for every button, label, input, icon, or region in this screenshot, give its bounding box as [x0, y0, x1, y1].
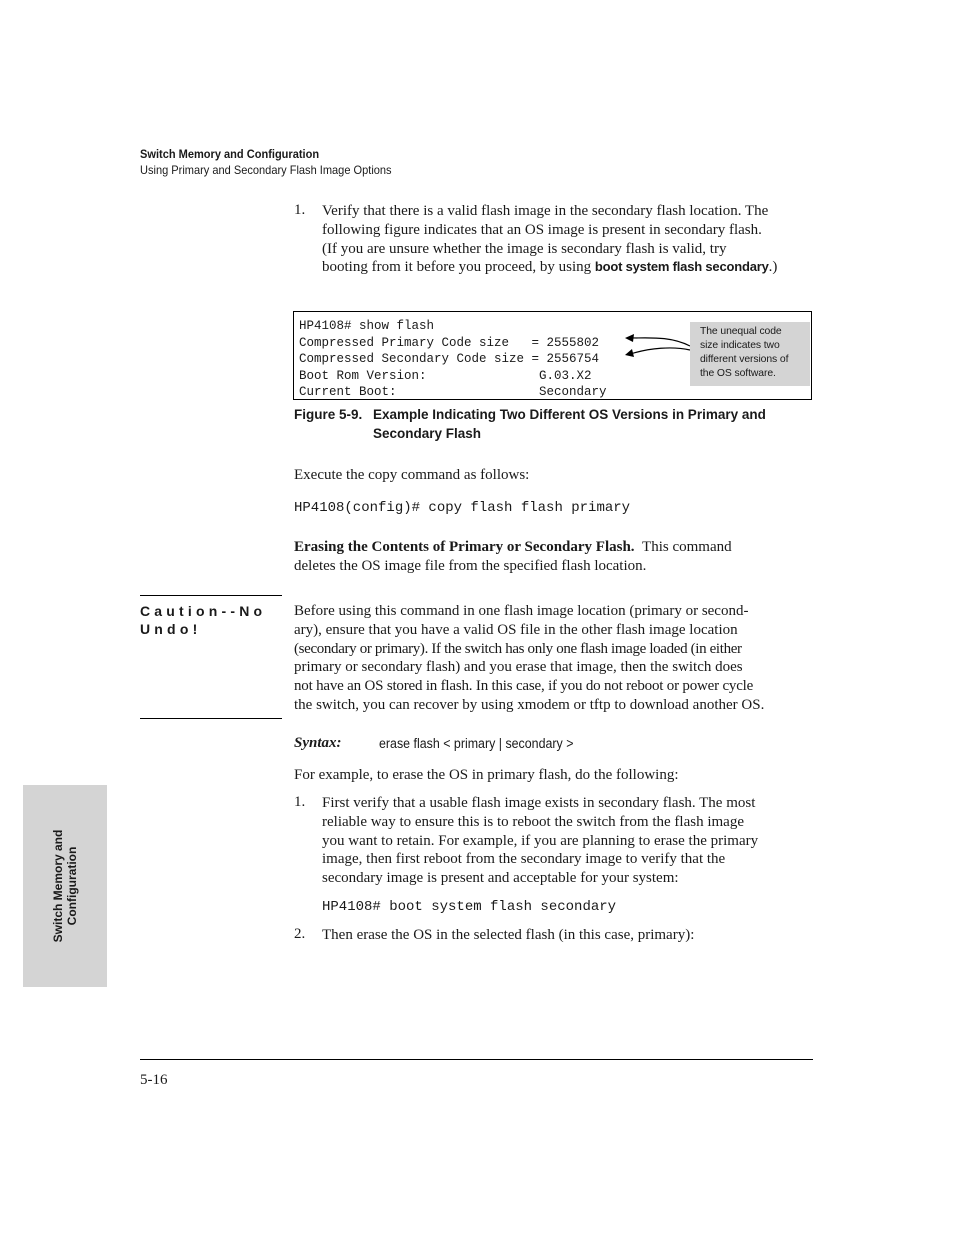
figure-callout: [690, 322, 810, 386]
example-intro: For example, to erase the OS in primary flash, do the following:: [294, 767, 679, 783]
example-step-1-line: reliable way to ensure this is to reboot the switch from the flash image: [322, 813, 744, 830]
side-tab-label: [51, 830, 79, 943]
terminal-line: Compressed Primary Code size = 2555802: [299, 335, 600, 350]
figure-caption-label: Figure 5-9.: [294, 407, 363, 422]
terminal-text: [299, 318, 607, 401]
erase-line: deletes the OS image file from the specified flash location.: [294, 557, 647, 574]
callout-line: size indicates two: [700, 340, 780, 351]
example-step-2-number: 2.: [294, 926, 306, 942]
caution-text: [294, 602, 819, 715]
caption-line: Secondary Flash: [373, 426, 482, 441]
callout-line: the OS software.: [700, 368, 776, 379]
footer-rule: [140, 1059, 813, 1060]
running-header-subtitle: Using Primary and Secondary Flash Image Options: [140, 163, 392, 177]
example-step-1-line: image, then first reboot from the secondary image to verify that the: [322, 851, 726, 868]
chapter-side-tab: [23, 785, 107, 987]
caution-label: [140, 602, 290, 638]
caution-label-line: Caution--No: [140, 603, 267, 619]
erase-paragraph: [294, 538, 814, 576]
syntax-label: Syntax:: [294, 735, 342, 751]
syntax-text: erase flash < primary | secondary >: [379, 736, 574, 751]
running-header-title: Switch Memory and Configuration: [140, 147, 320, 161]
boot-command: HP4108# boot system flash secondary: [322, 899, 617, 915]
terminal-line: Boot Rom Version: G.03.X2: [299, 368, 592, 383]
example-step-1-line: you want to retain. For example, if you are planning to erase the primary: [322, 832, 759, 849]
example-step-2-text: Then erase the OS in the selected flash (in this case, primary):: [322, 927, 695, 943]
caution-line: primary or secondary flash) and you erase that image, then the switch does: [294, 659, 743, 676]
boot-command-inline: boot system flash secondary: [594, 259, 769, 275]
terminal-line: Current Boot: Secondary: [299, 385, 607, 399]
step-1-line-suffix: .): [768, 259, 778, 276]
terminal-line: Compressed Secondary Code size = 2556754: [299, 352, 600, 366]
copy-command: HP4108(config)# copy flash flash primary: [294, 500, 631, 516]
caution-line: ary), ensure that you have a valid OS file in the other flash image location: [294, 621, 738, 638]
callout-line: different versions of: [700, 354, 789, 365]
erase-heading: Erasing the Contents of Primary or Secondary Flash.: [294, 539, 635, 555]
caution-top-rule: [140, 595, 282, 596]
caution-line: not have an OS stored in flash. In this case, if you do not reboot or power cycle: [294, 678, 754, 695]
copy-intro-text: Execute the copy command as follows:: [294, 467, 530, 483]
step-1-text: [322, 202, 822, 277]
step-1-line: following figure indicates that an OS image is present in secondary flash.: [322, 221, 762, 238]
caution-line: the switch, you can recover by using xmodem or tftp to download another OS.: [294, 696, 765, 713]
step-1-line: [322, 258, 822, 277]
figure-caption-text: [373, 405, 766, 443]
caution-label-line: Undo!: [140, 621, 202, 637]
example-step-1-line: secondary image is present and acceptable for your system:: [322, 870, 679, 887]
terminal-line: HP4108# show flash: [299, 319, 435, 333]
example-step-1-text: [322, 794, 822, 888]
step-1-line: Verify that there is a valid flash image in the secondary flash location. The: [322, 203, 769, 219]
step-1-line-prefix: booting from it before you proceed, by using: [322, 259, 595, 276]
callout-line: The unequal code: [700, 326, 782, 337]
caution-bottom-rule: [140, 718, 282, 719]
side-tab-line: Switch Memory and: [51, 829, 65, 943]
caution-line: Before using this command in one flash image location (primary or second-: [294, 603, 749, 619]
erase-line: [294, 538, 814, 557]
erase-heading-rest: This command: [642, 539, 732, 555]
caption-line: Example Indicating Two Different OS Versions in Primary and: [373, 407, 766, 422]
page-number: 5-16: [140, 1072, 168, 1088]
caution-line: (secondary or primary). If the switch has only one flash image loaded (in either: [294, 640, 742, 657]
example-step-1-number: 1.: [294, 794, 306, 810]
side-tab-line: Configuration: [65, 846, 79, 926]
step-1-number: 1.: [294, 202, 306, 218]
example-step-1-line: First verify that a usable flash image exists in secondary flash. The most: [322, 795, 756, 811]
step-1-line: (If you are unsure whether the image is secondary flash is valid, try: [322, 240, 727, 257]
